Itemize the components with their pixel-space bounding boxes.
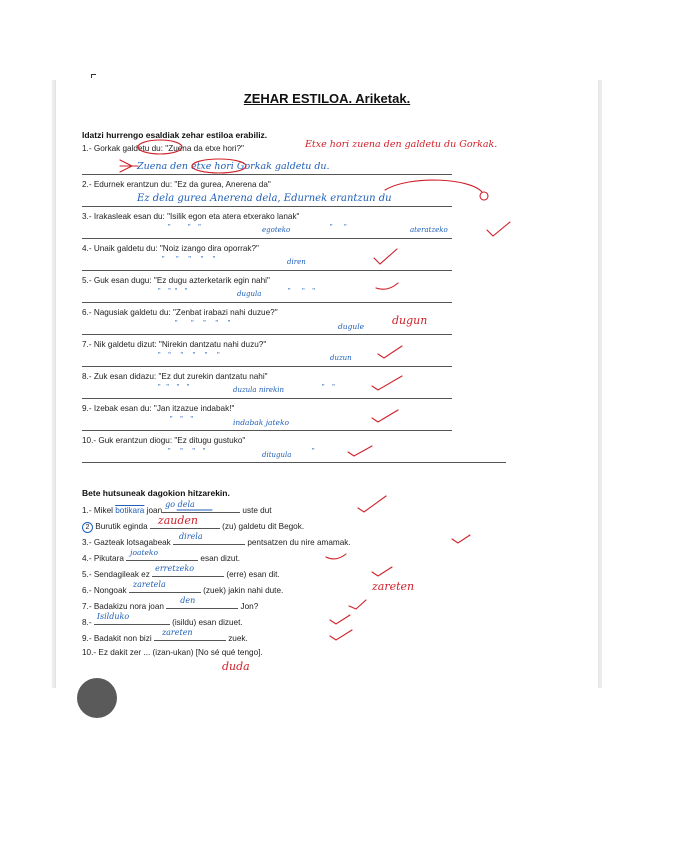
s1-item-7: 7.- Nik galdetu dizut: "Nirekin dantzatu nahi duzu?" — [82, 340, 267, 349]
s1-item-3-answer-extra: ateratzeko — [410, 226, 448, 234]
answer-line — [82, 366, 452, 367]
s2-item-9: 9.- Badakit non bizi zareten zuek. — [82, 628, 248, 643]
s1-item-6: 6.- Nagusiak galdetu du: "Zenbat irabazi nahi duzue?" — [82, 308, 278, 317]
s2-item-6-correction: zareten — [372, 580, 415, 593]
s1-item-3: 3.- Irakasleak esan du: "Isilik egon eta atera etxerako lanak" — [82, 212, 300, 221]
s1-item-6-answer: dugule — [338, 322, 365, 331]
s2-item-1-highlight: botikara — [115, 506, 145, 515]
answer-line — [82, 270, 452, 271]
s2-item-2: 2 Burutik eginda zauden (zu) galdetu dit Begok. — [82, 520, 304, 533]
answer-line — [82, 302, 452, 303]
s1-item-1-answer: Zuena den etxe hori Gorkak galdetu du. — [137, 161, 330, 172]
answer-line — [82, 206, 452, 207]
s1-item-7-answer: duzun — [330, 354, 352, 362]
s1-item-8: 8.- Zuk esan didazu: "Ez dut zurekin dantzatu nahi" — [82, 372, 268, 381]
s2-item-7: 7.- Badakizu nora joan den Jon? — [82, 596, 259, 611]
s1-item-1: 1.- Gorkak galdetu du: "Zuena da etxe hori?" — [82, 144, 244, 153]
answer-line — [82, 174, 452, 175]
answer-line — [82, 238, 452, 239]
answer-line — [82, 462, 506, 463]
s1-item-9-answer: indabak jateko — [233, 418, 290, 427]
s1-item-1-inline-answer: Etxe hori zuena den galdetu du Gorkak. — [305, 139, 498, 150]
answer-line — [82, 398, 452, 399]
s1-item-10-answer: ditugula — [262, 451, 292, 459]
answer-line — [82, 430, 452, 431]
s2-item-10-correction: duda — [222, 660, 250, 673]
s1-item-4: 4.- Unaik galdetu du: "Noiz izango dira oporrak?" — [82, 244, 259, 253]
document-title: ZEHAR ESTILOA. Ariketak. — [243, 91, 411, 106]
s2-item-10: 10.- Ez dakit zer ... (izan-ukan) [No sé qué tengo]. — [82, 648, 263, 657]
floating-action-button[interactable] — [77, 678, 117, 718]
s2-item-1: 1.- Mikel botikara joan go dela uste dut — [82, 500, 272, 515]
s1-item-2: 2.- Edurnek erantzun du: "Ez da gurea, Anerena da" — [82, 180, 271, 189]
s1-item-2-answer: Ez dela gurea Anerena dela, Edurnek erantzun du — [137, 193, 392, 204]
s2-item-4: 4.- Pikutara joateko esan dizut. — [82, 548, 241, 563]
corner-mark — [91, 74, 96, 78]
s1-item-8-answer: duzula nirekin — [233, 386, 285, 394]
s1-item-5: 5.- Guk esan dugu: "Ez dugu azterketarik egin nahi" — [82, 276, 270, 285]
section1-heading: Idatzi hurrengo esaldiak zehar estiloa erabiliz. — [82, 130, 268, 140]
s1-item-5-answer: dugula — [237, 290, 262, 298]
answer-line — [82, 334, 452, 335]
s2-item-5: 5.- Sendagileak ez erretzeko (erre) esan dit. — [82, 564, 280, 579]
section2-heading: Bete hutsuneak dagokion hitzarekin. — [82, 488, 230, 498]
s2-item-3: 3.- Gazteak lotsagabeak direla pentsatzen du nire amamak. — [82, 532, 351, 547]
s1-item-9: 9.- Izebak esan du: "Jan itzazue indabak!" — [82, 404, 235, 413]
s2-item-8: 8.- Isilduko (isildu) esan dizuet. — [82, 612, 243, 627]
s2-item-6: 6.- Nongoak zaretela (zuek) jakin nahi dute. — [82, 580, 284, 595]
s1-item-4-answer: diren — [287, 258, 306, 266]
s1-item-3-answer: egoteko — [262, 226, 291, 234]
s1-item-10: 10.- Guk erantzun diogu: "Ez ditugu gustuko" — [82, 436, 246, 445]
s1-item-6-correction: dugun — [392, 314, 428, 327]
